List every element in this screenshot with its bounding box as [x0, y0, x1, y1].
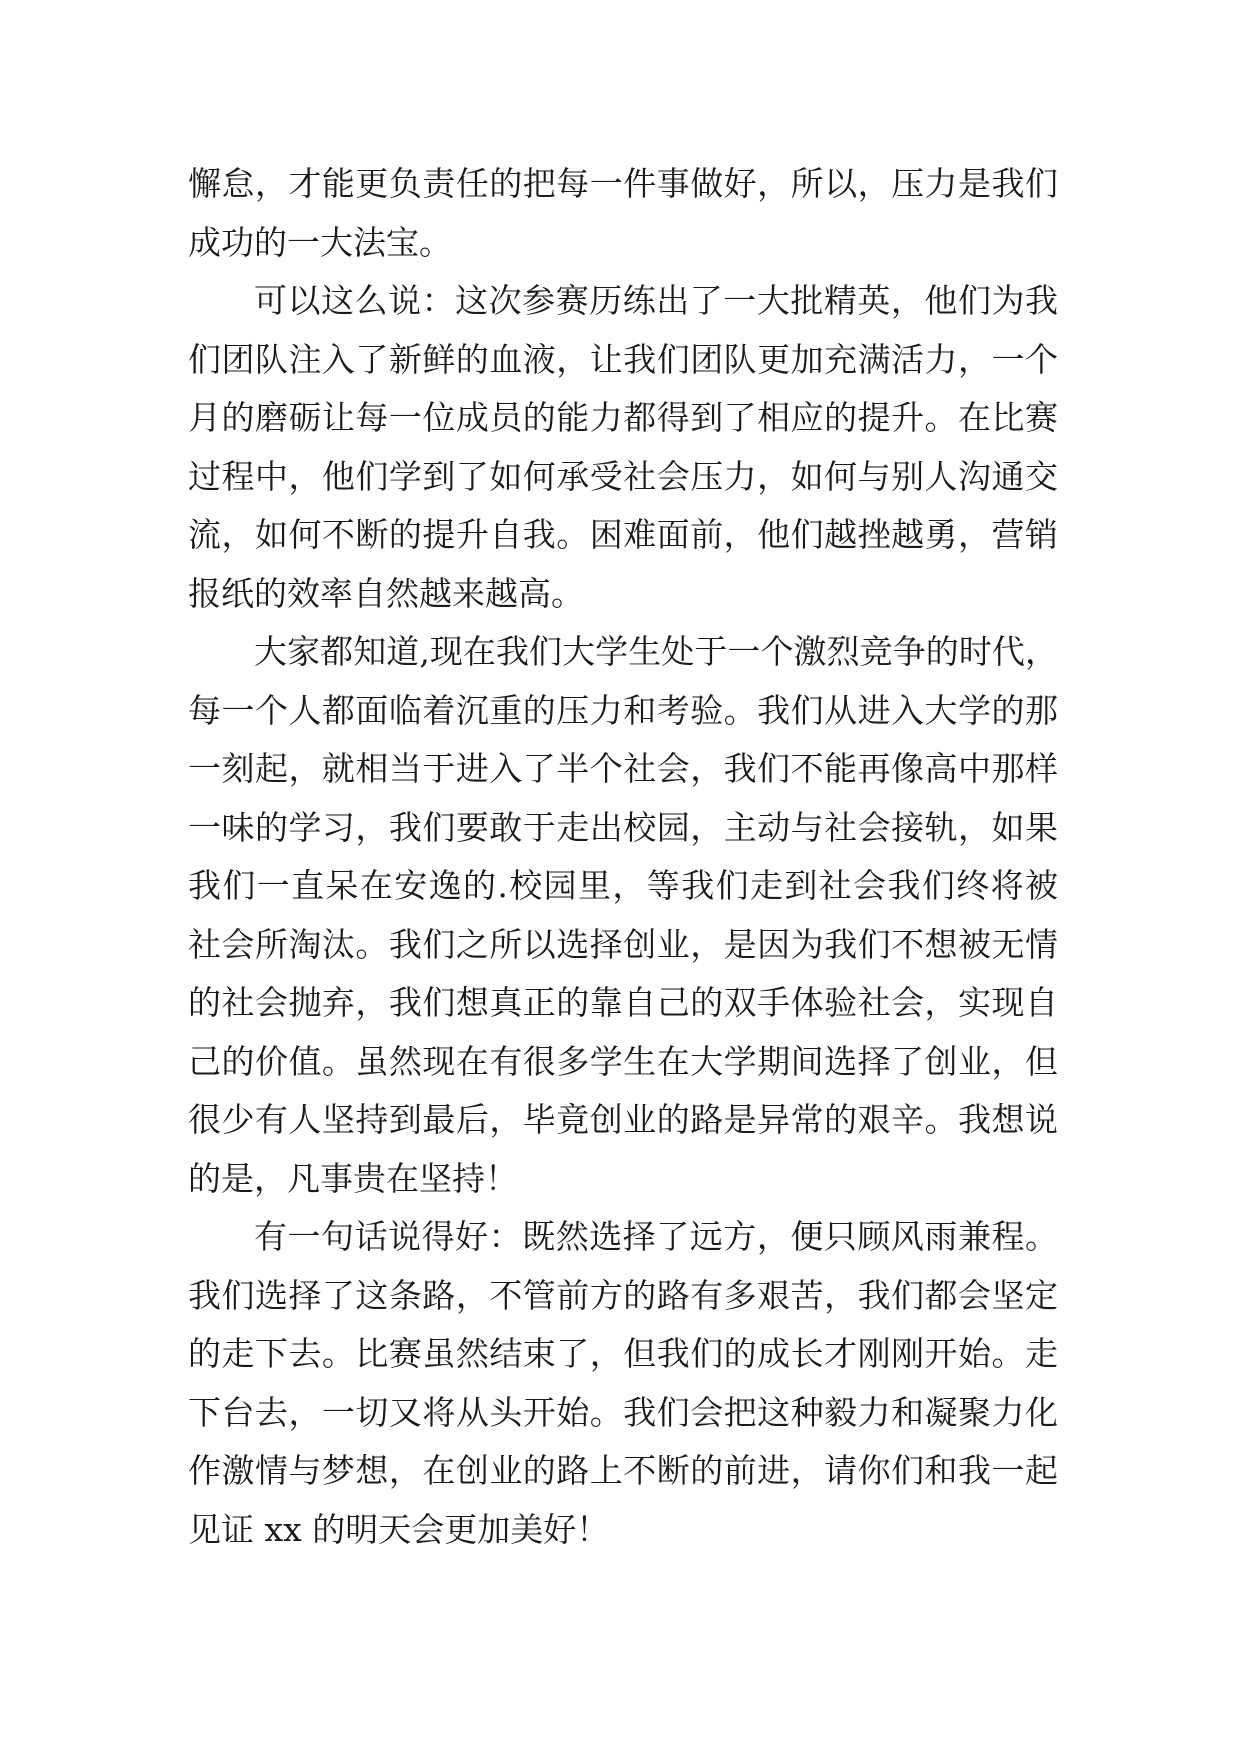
text-line: 有一句话说得好：既然选择了远方，便只顾风雨兼程。: [254, 1217, 1058, 1256]
text-line: 每一个人都面临着沉重的压力和考验。我们从进入大学的那: [188, 690, 1058, 730]
text-line: 报纸的效率自然越来越高。: [188, 573, 584, 613]
paragraph-4: [188, 1208, 1058, 1559]
paragraph-1: [188, 155, 1058, 272]
paragraph-3: [188, 623, 1058, 1208]
text-line: 们团队注入了新鲜的血液，让我们团队更加充满活力，一个: [188, 339, 1058, 379]
text-line: 可以这么说：这次参赛历练出了一大批精英，他们为我: [254, 281, 1058, 320]
text-line: 的是，凡事贵在坚持！: [188, 1158, 518, 1198]
paragraph-2: [188, 272, 1058, 623]
text-line: 的走下去。比赛虽然结束了，但我们的成长才刚刚开始。走: [188, 1334, 1058, 1373]
text-line: 成功的一大法宝。: [188, 222, 452, 262]
text-line: 社会所淘汰。我们之所以选择创业，是因为我们不想被无情: [188, 924, 1058, 964]
text-line: 我们选择了这条路，不管前方的路有多艰苦，我们都会坚定: [188, 1275, 1058, 1315]
text-line: 一刻起，就相当于进入了半个社会，我们不能再像高中那样: [188, 749, 1058, 788]
text-line: 很少有人坚持到最后，毕竟创业的路是异常的艰辛。我想说: [188, 1100, 1058, 1139]
text-line: 大家都知道,现在我们大学生处于一个激烈竞争的时代，: [254, 632, 1058, 671]
text-line: 下台去，一切又将从头开始。我们会把这种毅力和凝聚力化: [188, 1392, 1058, 1432]
text-line: 我们一直呆在安逸的.校园里，等我们走到社会我们终将被: [188, 866, 1058, 905]
text-line: 懈怠，才能更负责任的把每一件事做好，所以，压力是我们: [188, 164, 1058, 203]
text-line: 作激情与梦想，在创业的路上不断的前进，请你们和我一起: [188, 1451, 1058, 1490]
text-line: 流，如何不断的提升自我。困难面前，他们越挫越勇，营销: [188, 515, 1058, 554]
document-body: [188, 155, 1058, 1559]
text-line: 过程中，他们学到了如何承受社会压力，如何与别人沟通交: [188, 456, 1058, 496]
text-line: 一味的学习，我们要敢于走出校园，主动与社会接轨，如果: [188, 807, 1058, 847]
text-line: 己的价值。虽然现在有很多学生在大学期间选择了创业，但: [188, 1041, 1058, 1081]
text-line: 的社会抛弃，我们想真正的靠自己的双手体验社会，实现自: [188, 983, 1058, 1022]
text-line: 月的磨砺让每一位成员的能力都得到了相应的提升。在比赛: [188, 398, 1058, 437]
text-line: 见证 xx 的明天会更加美好！: [188, 1509, 610, 1549]
